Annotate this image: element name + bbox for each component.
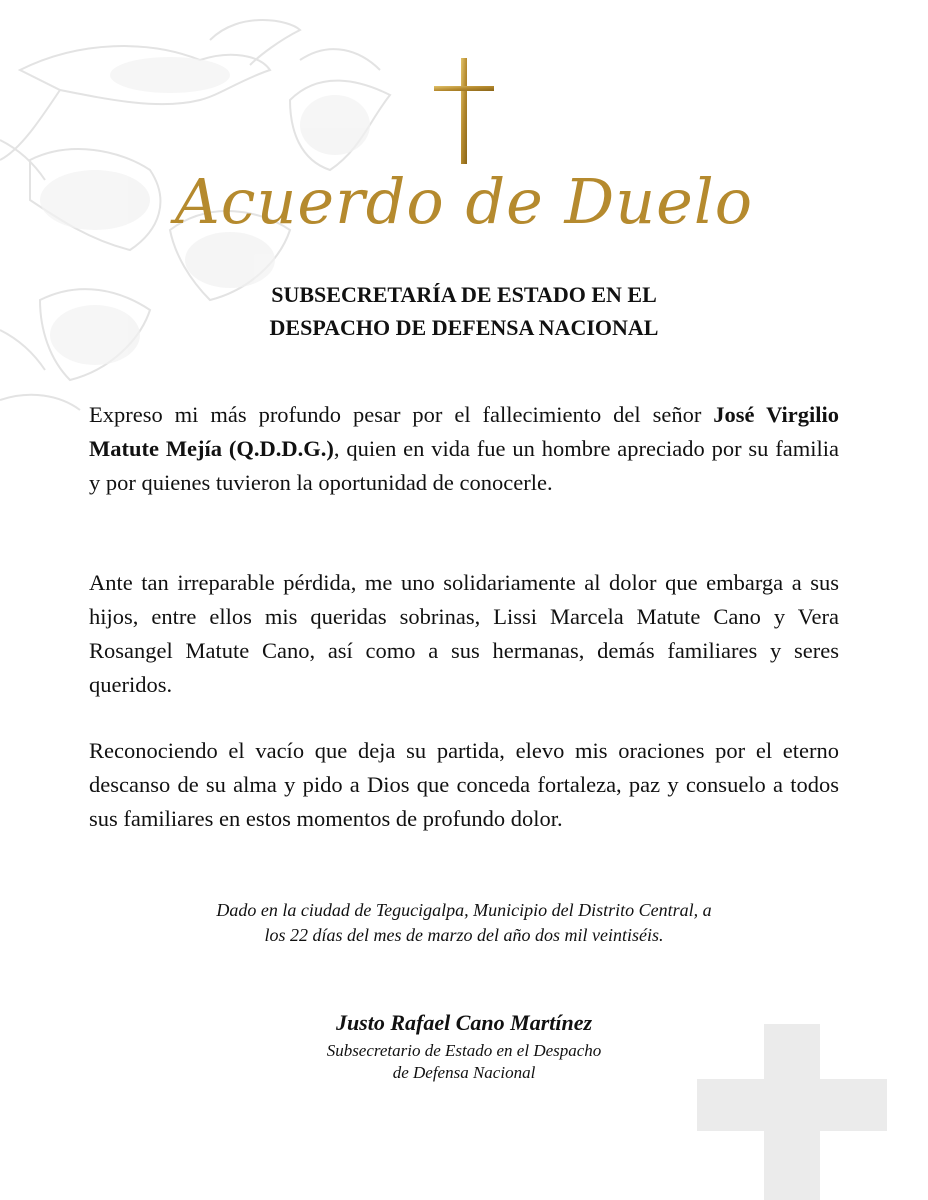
paragraph-1-after: , quien en vida fue un hombre apreciado por su familia y por quienes tuvieron la oportunidad de conocerle. [89,436,839,495]
document-title: Acuerdo de Duelo [174,165,754,238]
signer-name: Justo Rafael Cano Martínez [335,1010,593,1035]
signer-role-line-1: Subsecretario de Estado en el Despacho [326,1041,602,1060]
signer-role-line-2: de Defensa Nacional [392,1063,536,1082]
grey-cross-icon [697,1024,887,1200]
gold-cross-icon [434,58,494,164]
paragraph-1-before: Expreso mi más profundo pesar por el fallecimiento del señor [89,402,714,427]
institution-heading [0,278,928,344]
date-place-statement [0,898,928,948]
heading-line-2: DESPACHO DE DEFENSA NACIONAL [269,315,659,340]
paragraph-3: Reconociendo el vacío que deja su partida, elevo mis oraciones por el eterno descanso de su alma y pido a Dios que conceda fortaleza, paz y consuelo a todos sus familiares en estos momentos de profundo dolor. [89,738,839,831]
paragraph-1 [89,398,839,500]
deceased-name: José Virgilio Matute Mejía (Q.D.D.G.) [89,402,839,461]
date-place-line-1: Dado en la ciudad de Tegucigalpa, Municipio del Distrito Central, a [216,900,712,920]
paragraph-2: Ante tan irreparable pérdida, me uno solidariamente al dolor que embarga a sus hijos, entre ellos mis queridas sobrinas, Lissi Marcela Matute Cano y Vera Rosangel Matute Cano, así como a sus hermanas, demás familiares y seres queridos. [89,570,839,697]
date-place-line-2: los 22 días del mes de marzo del año dos mil veintiséis. [264,925,664,945]
heading-line-1: SUBSECRETARÍA DE ESTADO EN EL [271,282,657,307]
